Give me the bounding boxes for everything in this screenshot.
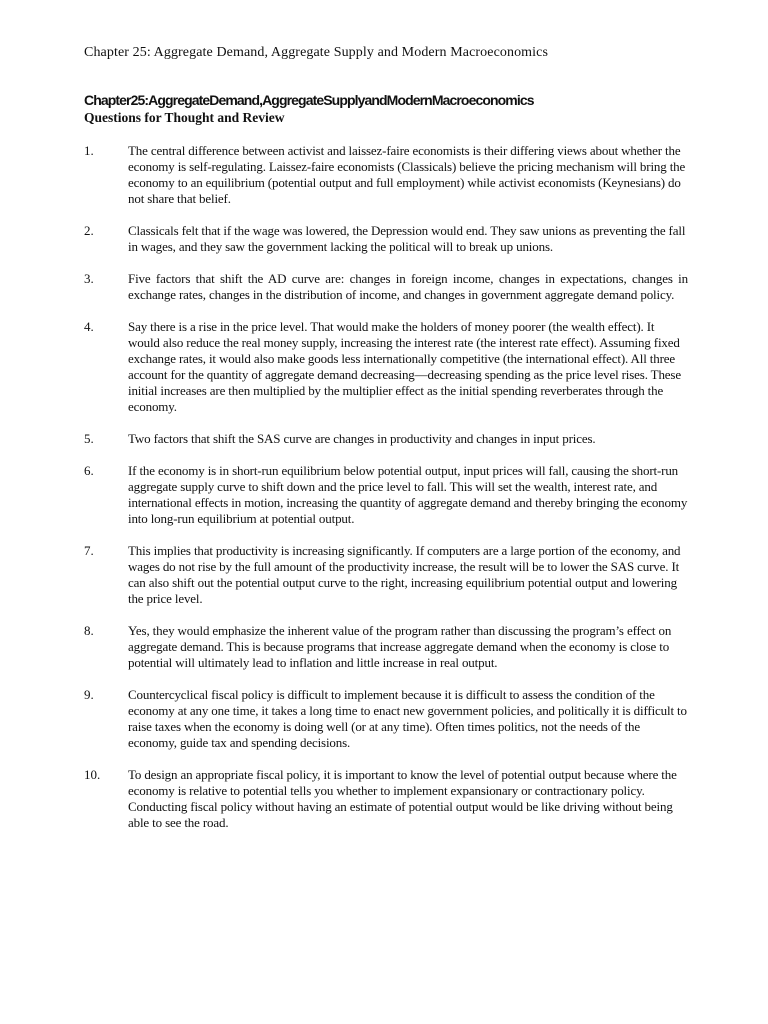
- answer-item-1: [84, 143, 688, 207]
- page-title: Chapter25:AggregateDemand,AggregateSupplyandModernMacroeconomics: [84, 92, 534, 108]
- answer-text: Countercyclical fiscal policy is difficult to implement because it is difficult to assess the condition of the economy at any one time, it takes a long time to enact new government policies, and politically it is difficult to raise taxes when the economy is doing well (or at any time). Often times politics, not the needs of the economy, guide tax and spending decisions.: [128, 687, 687, 750]
- answer-number: 4.: [84, 319, 94, 334]
- answer-item-8: [84, 623, 688, 671]
- answer-text: To design an appropriate fiscal policy, it is important to know the level of potential output because where the economy is relative to potential tells you whether to implement expansionary or contractionary policy. Conducting fiscal policy without having an estimate of potential output would be like driving without being able to see the road.: [128, 767, 677, 830]
- answer-item-3: [84, 271, 688, 303]
- answer-text: Say there is a rise in the price level. That would make the holders of money poorer (the wealth effect). It would also reduce the real money supply, increasing the interest rate (the interest rate effect). Assuming fixed exchange rates, it would also make goods less internationally competitive (the international effect). All three account for the quantity of aggregate demand decreasing—decreasing spending as the price level rises. These initial increases are then multiplied by the multiplier effect as the initial spending reverberates through the economy.: [128, 319, 681, 414]
- answer-item-5: [84, 431, 688, 447]
- answer-number: 2.: [84, 223, 94, 238]
- answer-text: The central difference between activist and laissez-faire economists is their differing views about whether the economy is self-regulating. Laissez-faire economists (Classicals) believe the pricing mechanism will bring the economy to an equilibrium (potential output and full employment) while activist economists (Keynesians) do not share that belief.: [128, 143, 686, 206]
- answer-number: 10.: [84, 767, 101, 782]
- answer-number: 7.: [84, 543, 94, 558]
- answer-number: 3.: [84, 271, 94, 286]
- answer-number: 5.: [84, 431, 94, 446]
- answer-item-10: [84, 767, 688, 831]
- running-header: Chapter 25: Aggregate Demand, Aggregate Supply and Modern Macroeconomics: [84, 45, 549, 60]
- answer-text: Two factors that shift the SAS curve are changes in productivity and changes in input prices.: [128, 431, 596, 446]
- answer-text: This implies that productivity is increasing significantly. If computers are a large portion of the economy, and wages do not rise by the full amount of the productivity increase, the result will be to lower the SAS curve. It can also shift out the potential output curve to the right, increasing equilibrium potential output and lowering the price level.: [128, 543, 681, 606]
- answer-item-9: [84, 687, 688, 751]
- answer-number: 6.: [84, 463, 94, 478]
- answer-number: 1.: [84, 143, 94, 158]
- answer-text: Classicals felt that if the wage was lowered, the Depression would end. They saw unions as preventing the fall in wages, and they saw the government lacking the political will to break up unions.: [128, 223, 686, 254]
- section-subtitle: Questions for Thought and Review: [84, 110, 285, 125]
- answer-list: [84, 143, 688, 847]
- answer-number: 8.: [84, 623, 94, 638]
- answer-item-6: [84, 463, 688, 527]
- answer-text: If the economy is in short-run equilibrium below potential output, input prices will fall, causing the short-run aggregate supply curve to shift down and the price level to fall. This will set the wealth, interest rate, and international effects in motion, increasing the quantity of aggregate demand and thereby bringing the economy into long-run equilibrium at potential output.: [128, 463, 688, 526]
- answer-text: Yes, they would emphasize the inherent value of the program rather than discussing the program’s effect on aggregate demand. This is because programs that increase aggregate demand when the economy is close to potential will ultimately lead to inflation and little increase in real output.: [128, 623, 672, 670]
- answer-text: Five factors that shift the AD curve are: changes in foreign income, changes in expectations, changes in exchange rates, changes in the distribution of income, and changes in government aggregate demand policy.: [128, 271, 688, 302]
- answer-item-4: [84, 319, 688, 415]
- answer-item-2: [84, 223, 688, 255]
- answer-number: 9.: [84, 687, 94, 702]
- answer-item-7: [84, 543, 688, 607]
